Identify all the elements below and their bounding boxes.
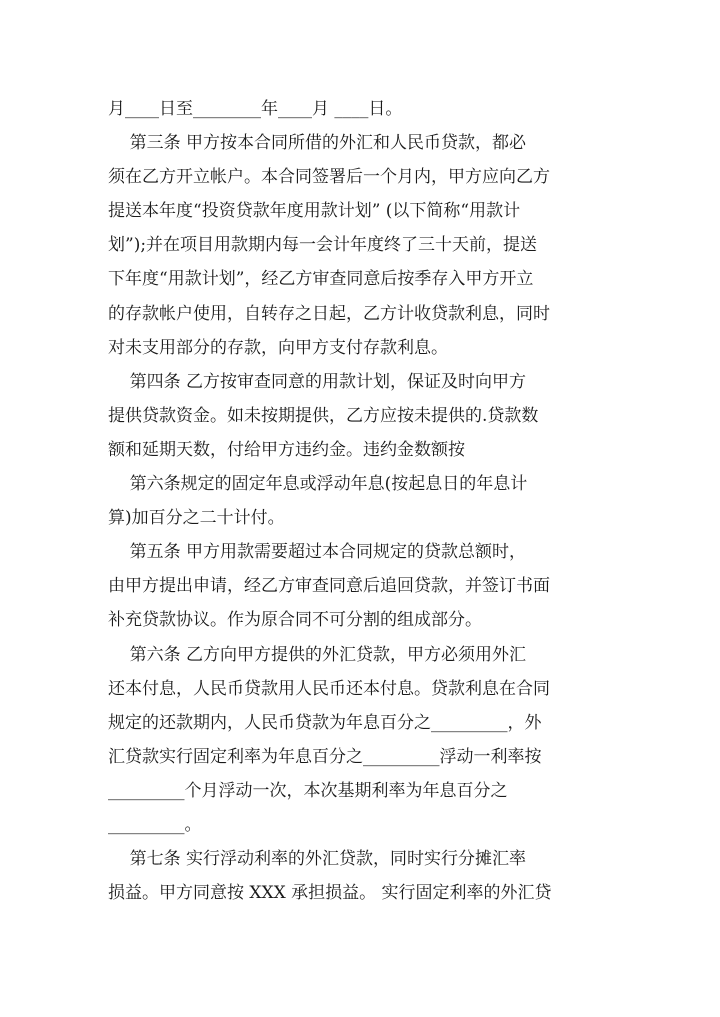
text-line: 损益。甲方同意按 XXX 承担损益。 实行固定利率的外汇贷 bbox=[108, 883, 552, 904]
text-line: 的存款帐户使用，自转存之日起，乙方计收贷款利息，同时 bbox=[108, 303, 550, 324]
text-line: 第七条 实行浮动利率的外汇贷款，同时实行分摊汇率 bbox=[108, 849, 527, 870]
text-line: 第五条 甲方用款需要超过本合同规定的贷款总额时， bbox=[108, 542, 527, 563]
text-line: 额和延期天数，付给甲方违约金。违约金数额按 bbox=[108, 439, 465, 460]
text-line: 提送本年度“投资贷款年度用款计划” (以下简称“用款计 bbox=[108, 201, 521, 222]
text-line: 算)加百分之二十计付。 bbox=[108, 508, 285, 529]
text-line: 对未支用部分的存款，向甲方支付存款利息。 bbox=[108, 337, 448, 358]
text-line: 汇贷款实行固定利率为年息百分之_________浮动一利率按 bbox=[108, 746, 542, 767]
text-line: 第六条规定的固定年息或浮动年息(按起息日的年息计 bbox=[108, 474, 528, 495]
text-line: 第三条 甲方按本合同所借的外汇和人民币贷款，都必 bbox=[108, 133, 527, 154]
text-line: 划”);并在项目用款期内每一会计年度终了三十天前，提送 bbox=[108, 235, 538, 256]
contract-text bbox=[108, 92, 613, 910]
text-line: 第四条 乙方按审查同意的用款计划，保证及时向甲方 bbox=[108, 371, 527, 392]
text-line: 提供贷款资金。如未按期提供，乙方应按未提供的.贷款数 bbox=[108, 405, 539, 426]
text-line: _________。 bbox=[108, 814, 202, 835]
text-line: _________个月浮动一次，本次基期利率为年息百分之 bbox=[108, 780, 508, 801]
text-line: 须在乙方开立帐户。本合同签署后一个月内，甲方应向乙方 bbox=[108, 167, 550, 188]
text-line: 补充贷款协议。作为原合同不可分割的组成部分。 bbox=[108, 610, 482, 631]
text-line: 还本付息，人民币贷款用人民币还本付息。贷款利息在合同 bbox=[108, 678, 550, 699]
text-line: 规定的还款期内，人民币贷款为年息百分之_________，外 bbox=[108, 712, 542, 733]
text-line: 由甲方提出申请，经乙方审查同意后追回贷款，并签订书面 bbox=[108, 576, 550, 597]
text-line: 月____日至________年____月 ____日。 bbox=[108, 99, 403, 119]
text-line: 下年度“用款计划”，经乙方审查同意后按季存入甲方开立 bbox=[108, 269, 534, 290]
text-line: 第六条 乙方向甲方提供的外汇贷款，甲方必须用外汇 bbox=[108, 644, 527, 665]
